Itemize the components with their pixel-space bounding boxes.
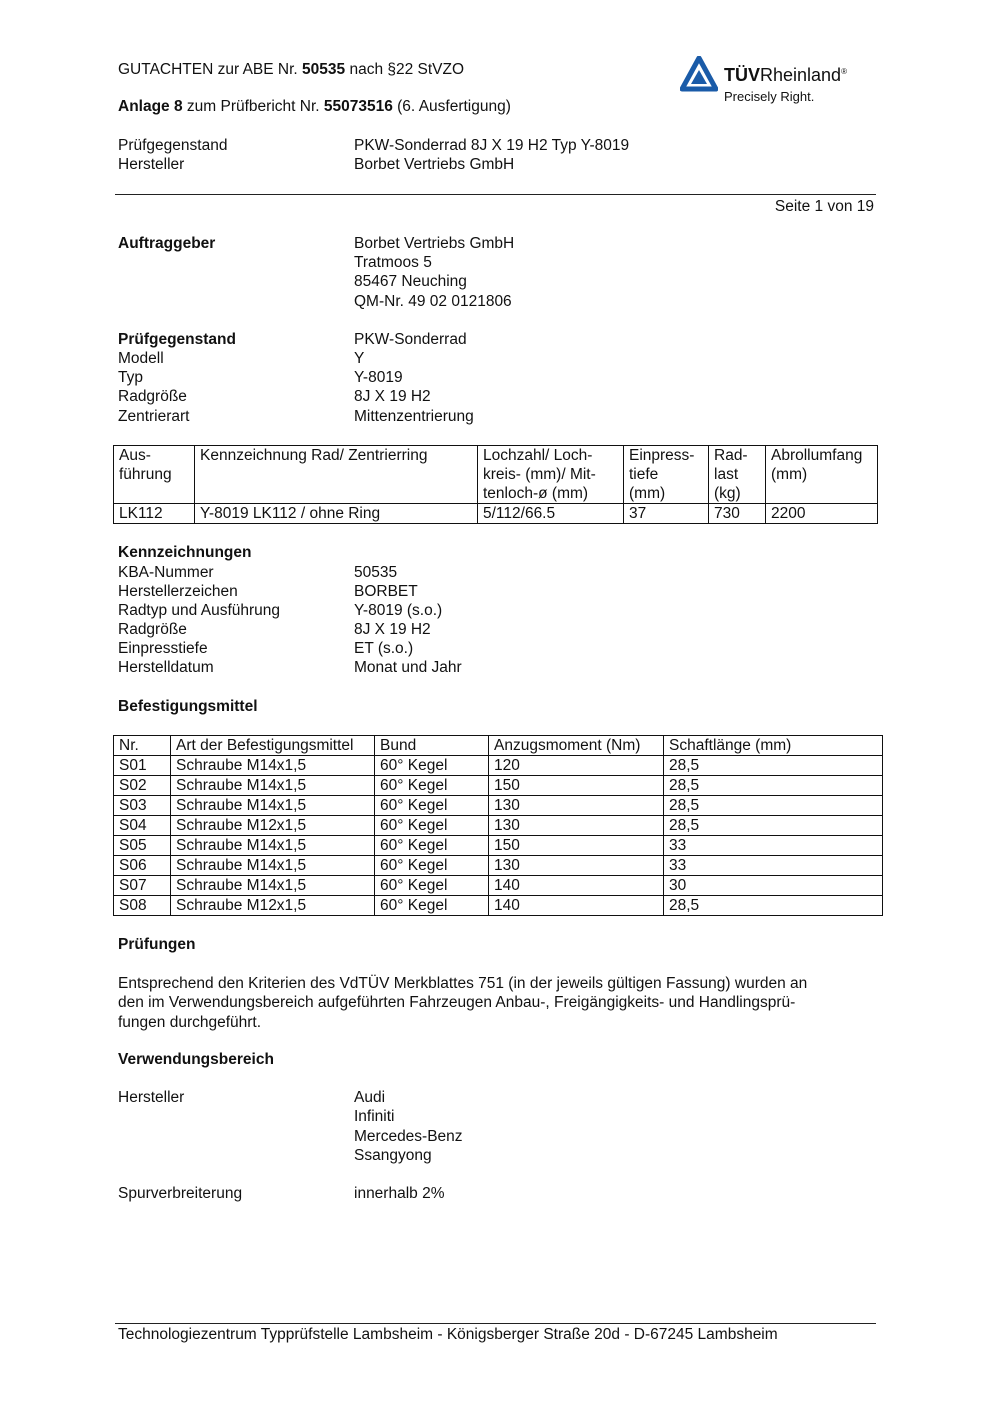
wheel-cell: 5/112/66.5 xyxy=(478,504,624,524)
footer-divider xyxy=(115,1323,876,1324)
bef-cell: Schraube M12x1,5 xyxy=(171,816,375,836)
bef-cell: Schraube M14x1,5 xyxy=(171,796,375,816)
kz-value-2: Y-8019 (s.o.) xyxy=(354,602,443,619)
header-value-pruefgegenstand: PKW-Sonderrad 8J X 19 H2 Typ Y-8019 xyxy=(354,137,630,154)
pruefungen-line-1: Entsprechend den Kriterien des VdTÜV Merkblattes 751 (in der jeweils gültigen Fassung) wurden an xyxy=(118,975,808,992)
table-row xyxy=(114,816,883,836)
bef-cell: Schraube M14x1,5 xyxy=(171,836,375,856)
bef-cell: 130 xyxy=(489,796,664,816)
bef-cell: 140 xyxy=(489,896,664,916)
bef-cell: S05 xyxy=(114,836,171,856)
abe-number: 50535 xyxy=(302,61,346,78)
wheel-th-kennzeichnung: Kennzeichnung Rad/ Zentrierring xyxy=(195,446,478,504)
kz-value-3: 8J X 19 H2 xyxy=(354,621,431,638)
wheel-cell: 730 xyxy=(709,504,766,524)
auftraggeber-line-4: QM-Nr. 49 02 0121806 xyxy=(354,293,512,310)
wheel-th-ausfuehrung: Aus- führung xyxy=(114,446,195,504)
pg-label-0: Prüfgegenstand xyxy=(118,331,236,348)
pruefungen-line-2: den im Verwendungsbereich aufgeführten Fahrzeugen Anbau-, Freigängigkeits- und Handlingsprü- xyxy=(118,994,796,1011)
page-indicator: Seite 1 von 19 xyxy=(774,198,874,215)
kz-label-5: Herstelldatum xyxy=(118,659,214,676)
pruefungen-title: Prüfungen xyxy=(118,936,196,953)
table-row xyxy=(114,756,883,776)
wheel-cell: 2200 xyxy=(766,504,878,524)
bef-cell: S03 xyxy=(114,796,171,816)
bef-cell: 60° Kegel xyxy=(375,896,489,916)
bef-cell: 30 xyxy=(664,876,883,896)
wheel-th-lochzahl: Lochzahl/ Loch- kreis- (mm)/ Mit- tenloch-ø (mm) xyxy=(478,446,624,504)
bef-cell: S08 xyxy=(114,896,171,916)
bef-cell: 33 xyxy=(664,836,883,856)
bef-th-bund: Bund xyxy=(375,736,489,756)
tuv-rheinland-logo xyxy=(680,56,870,106)
table-row xyxy=(114,836,883,856)
verwendung-hersteller-3: Mercedes-Benz xyxy=(354,1128,463,1145)
verwendung-hersteller-label: Hersteller xyxy=(118,1089,185,1106)
pg-value-3: 8J X 19 H2 xyxy=(354,388,431,405)
pg-value-1: Y xyxy=(354,350,365,367)
pg-value-2: Y-8019 xyxy=(354,369,403,386)
bef-cell: 120 xyxy=(489,756,664,776)
pg-label-2: Typ xyxy=(118,369,143,386)
pg-label-3: Radgröße xyxy=(118,388,187,405)
bef-cell: Schraube M14x1,5 xyxy=(171,776,375,796)
kennzeichnungen-title: Kennzeichnungen xyxy=(118,544,252,561)
kz-label-4: Einpresstiefe xyxy=(118,640,208,657)
bef-cell: Schraube M12x1,5 xyxy=(171,896,375,916)
header-title-prefix: GUTACHTEN zur ABE Nr. xyxy=(118,61,303,78)
kz-label-2: Radtyp und Ausführung xyxy=(118,602,281,619)
bef-cell: S06 xyxy=(114,856,171,876)
logo-tagline: Precisely Right. xyxy=(724,89,815,104)
header-anlage-line xyxy=(118,97,511,116)
wheel-th-einpresstiefe: Einpress- tiefe (mm) xyxy=(624,446,709,504)
bef-cell: Schraube M14x1,5 xyxy=(171,756,375,776)
table-row xyxy=(114,796,883,816)
kz-value-4: ET (s.o.) xyxy=(354,640,414,657)
wheel-cell: Y-8019 LK112 / ohne Ring xyxy=(195,504,478,524)
header-label-hersteller: Hersteller xyxy=(118,156,185,173)
table-row xyxy=(114,776,883,796)
logo-wordmark: TÜVRheinland® xyxy=(724,65,847,85)
bef-cell: S04 xyxy=(114,816,171,836)
bef-cell: 150 xyxy=(489,836,664,856)
pg-label-4: Zentrierart xyxy=(118,408,190,425)
bef-th-nr: Nr. xyxy=(114,736,171,756)
bef-th-schaftlaenge: Schaftlänge (mm) xyxy=(664,736,883,756)
header-title-line xyxy=(118,60,464,79)
bef-th-anzugsmoment: Anzugsmoment (Nm) xyxy=(489,736,664,756)
wheel-table xyxy=(113,445,878,524)
bef-cell: 60° Kegel xyxy=(375,876,489,896)
auftraggeber-line-1: Borbet Vertriebs GmbH xyxy=(354,235,515,252)
kz-value-0: 50535 xyxy=(354,564,398,581)
pruefungen-line-3: fungen durchgeführt. xyxy=(118,1014,262,1031)
pruefbericht-number: 55073516 xyxy=(323,98,393,115)
bef-cell: 28,5 xyxy=(664,776,883,796)
befestigung-title: Befestigungsmittel xyxy=(118,698,258,715)
anlage-label: Anlage 8 xyxy=(118,98,183,115)
auftraggeber-line-2: Tratmoos 5 xyxy=(354,254,432,271)
bef-cell: 60° Kegel xyxy=(375,796,489,816)
wheel-cell: LK112 xyxy=(114,504,195,524)
kz-value-1: BORBET xyxy=(354,583,418,600)
befestigung-header-row xyxy=(114,736,883,756)
kz-label-1: Herstellerzeichen xyxy=(118,583,238,600)
spurverbreiterung-value: innerhalb 2% xyxy=(354,1185,445,1202)
bef-cell: 60° Kegel xyxy=(375,836,489,856)
tuv-triangle-icon xyxy=(680,56,718,92)
bef-cell: 28,5 xyxy=(664,756,883,776)
bef-cell: 130 xyxy=(489,816,664,836)
bef-cell: 60° Kegel xyxy=(375,756,489,776)
pg-label-1: Modell xyxy=(118,350,164,367)
bef-cell: 33 xyxy=(664,856,883,876)
table-row xyxy=(114,856,883,876)
auftraggeber-line-3: 85467 Neuching xyxy=(354,273,467,290)
bef-cell: 28,5 xyxy=(664,896,883,916)
bef-cell: S02 xyxy=(114,776,171,796)
pg-value-0: PKW-Sonderrad xyxy=(354,331,467,348)
pg-value-4: Mittenzentrierung xyxy=(354,408,474,425)
bef-cell: 130 xyxy=(489,856,664,876)
bef-th-art: Art der Befestigungsmittel xyxy=(171,736,375,756)
bef-cell: Schraube M14x1,5 xyxy=(171,876,375,896)
header-title-suffix: nach §22 StVZO xyxy=(345,61,465,78)
auftraggeber-label: Auftraggeber xyxy=(118,235,216,252)
bef-cell: 28,5 xyxy=(664,796,883,816)
bef-cell: 60° Kegel xyxy=(375,816,489,836)
verwendung-title: Verwendungsbereich xyxy=(118,1051,274,1068)
wheel-cell: 37 xyxy=(624,504,709,524)
table-row xyxy=(114,504,878,524)
kz-value-5: Monat und Jahr xyxy=(354,659,462,676)
kz-label-0: KBA-Nummer xyxy=(118,564,214,581)
bef-cell: 150 xyxy=(489,776,664,796)
table-row xyxy=(114,896,883,916)
table-row xyxy=(114,876,883,896)
befestigung-table xyxy=(113,735,883,916)
spurverbreiterung-label: Spurverbreiterung xyxy=(118,1185,243,1202)
bef-cell: S07 xyxy=(114,876,171,896)
bef-cell: Schraube M14x1,5 xyxy=(171,856,375,876)
header-label-pruefgegenstand: Prüfgegenstand xyxy=(118,137,228,154)
verwendung-hersteller-2: Infiniti xyxy=(354,1108,395,1125)
header-value-hersteller: Borbet Vertriebs GmbH xyxy=(354,156,515,173)
wheel-table-header-row xyxy=(114,446,878,504)
footer-text: Technologiezentrum Typprüfstelle Lambsheim - Königsberger Straße 20d - D-67245 Lambsheim xyxy=(118,1326,778,1343)
bef-cell: 28,5 xyxy=(664,816,883,836)
wheel-th-radlast: Rad- last (kg) xyxy=(709,446,766,504)
bef-cell: S01 xyxy=(114,756,171,776)
verwendung-hersteller-1: Audi xyxy=(354,1089,386,1106)
wheel-th-abrollumfang: Abrollumfang (mm) xyxy=(766,446,878,504)
kz-label-3: Radgröße xyxy=(118,621,187,638)
bef-cell: 60° Kegel xyxy=(375,776,489,796)
bef-cell: 60° Kegel xyxy=(375,856,489,876)
bef-cell: 140 xyxy=(489,876,664,896)
anlage-middle: zum Prüfbericht Nr. xyxy=(182,98,324,115)
verwendung-hersteller-4: Ssangyong xyxy=(354,1147,432,1164)
header-divider xyxy=(115,194,876,195)
anlage-suffix: (6. Ausfertigung) xyxy=(392,98,511,115)
